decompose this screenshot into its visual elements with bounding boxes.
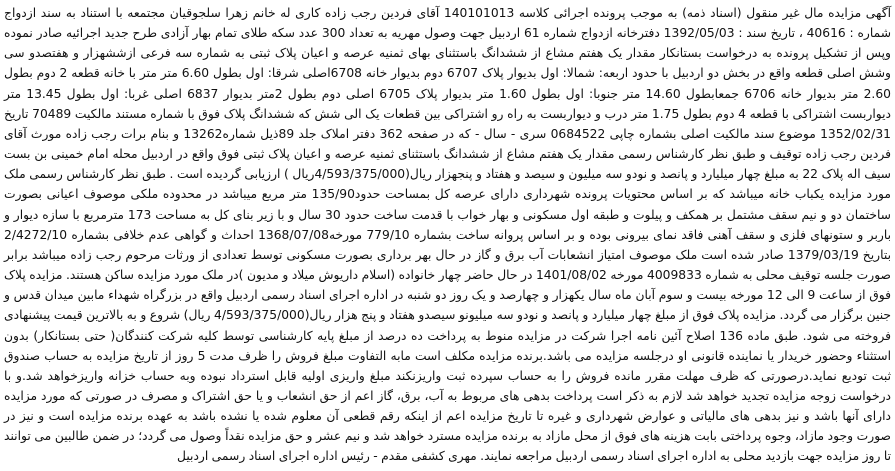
auction-notice-text: آگهی مزایده مال غیر منقول (اسناد ذمه) به موجب پرونده اجرائی کلاسه 140101013 آقای فردین رجب زاده کاری له خانم زهرا سلجوقیان مجتمعه با استناد به سند ازدواج شماره : 40616 ، تاریخ سند : 1392/05/03 دفترخانه ازدواج شماره 61 اردبیل جهت وصول مهریه به تعداد 300 عدد سکه طلای تمام بهار آزادی طرح جدید اجرائیه صادر نموده وپس از تشکیل پرونده به درخواست بستانکار مقدار یک هفتم مشاع از ششدانگ باستثنای بهای ثمنیه عرصه و اعیان پلاک ثبتی به شماره سه فرعی ازششهزار و هفتصدو سی وشش اصلی قطعه واقع در بخش دو اردبیل با حدود اربعه: شمالا: اول بدیوار پلاک 6707 دوم بدیوار خانه 6708اصلی شرقا: اول بطول 6.60 متر متر با خانه قطعه 2 دوم بطول 2.60 متر بدیوار خانه 6706 جمعابطول 14.60 متر جنوبا: اول بطول 1.60 متر بدیوار پلاک 6705 اصلی دوم بطول 2متر بدیوار 6837 اصلی غربا: اول بطول 13.45 متر دیواربست اشتراکی با قطعه 4 دوم بطول 1.75 متر درب و دیواربست به راه رو اشتراکی بین قطعات یک الی شش که ششدانگ پلاک فوق با شماره مستند مالکیت 70489 تاریخ 1352/02/31 موضوع سند مالکیت اصلی بشماره چاپی 0684522 سری - سال - که در صفحه 362 دفتر املاک جلد 89ذیل شماره13262 و بنام برات رجب زاده مورث آقای فردین رجب زاده توقیف و طبق نظر کارشناس رسمی مقدار یک هفتم مشاع از ششدانگ باستثنای ثمنیه عرصه و اعیان پلاک ثبتی فوق واقع در اردبیل محله امام خمینی بن بست سیف اله پلاک 22 به مبلغ چهار میلیارد و پانصد و نودو سه میلیون و سیصد و هفتاد و پنجهزار ریال(4/593/375/000ریال ) ارزیابی گردیده است . طبق نظر کارشناس رسمی ملک مورد مزایده یکباب خانه میباشد که بر اساس محتویات پرونده شهرداری دارای عرصه کل بمساحت حدود135/90 متر مربع میباشد در محدوده ملکی موصوف اعیانی بصورت ساختمان دو و نیم سقف مشتمل بر همکف و پیلوت و طبقه اول مسکونی و بهار خواب با قدمت ساخت حدود 30 سال و با زیر بنای کل به مساحت 173 مترمربع با سازه دیوار و باربر و ستونهای فلزی و سقف آهنی فاقد نمای بیرونی بوده و بر اساس پروانه ساخت بشماره 779/10 مورخه1368/07/08 احداث و گواهی عدم خلافی بشماره 2/4272/10 بتاریخ 1379/03/19 صادر شده است ملک موصوف امتیاز انشعابات آب برق و گاز در حال بهر برداری بصورت مسکونی توسط تعدادی از ورثات مرحوم رجب زاده میباشد برابر صورت جلسه توقیف محلی به شماره 4009833 مورخه 1401/08/02 در حال حاضر چهار خانواده (اسلام داریوش میلاد و مدیون )در ملک مورد مزایده ساکن هستند. مزایده پلاک فوق از ساعت 9 الی 12 مورخه بیست و سوم آبان ماه سال یکهزار و چهارصد و یک روز دو شنبه در اداره اجرای اسناد رسمی اردبیل واقع در بزرگراه شهداء مابین میدان قدس و جنین برگزار می گردد. مزایده پلاک فوق از مبلغ چهار میلیارد و پانصد و نودو سه میلیونو سیصدو هفتاد و پنج هزار ریال(4/593/375/000 ریال) شروع و به بالاترین قیمت پیشنهادی فروخته می شود. طبق ماده 136 اصلاح آئین نامه اجرا شرکت در مزایده منوط به پرداخت ده درصد از مبلغ پایه کارشناسی توسط کلیه شرکت کنندگان( حتی بستانکار) بدون استثناء وحضور خریدار یا نماینده قانونی او درجلسه مزایده می باشد.برنده مزایده مکلف است مابه التفاوت مبلغ فروش را ظرف مدت 5 روز از تاریخ مزایده به حساب صندوق ثبت تودیع نماید.درصورتی که ظرف مهلت مقرر مانده فروش را به حساب سپرده ثبت واریزنکند مبلغ واریزی اولیه قابل استرداد نبوده وبه حساب خزانه واریزخواهد شد.و با درخواست زوجه مزایده تجدید خواهد شد لازم به ذکر است پرداخت بدهی های مربوط به آب، برق، گاز اعم از حق انشعاب و یا حق اشتراک و مصرف در صورتی که مورد مزایده دارای آنها باشد و نیز بدهی های مالیاتی و عوارض شهرداری و غیره تا تاریخ مزایده اعم از اینکه رقم قطعی آن معلوم شده یا نشده باشد به عهده برنده مزایده است و نیز در صورت وجود مازاد، وجوه پرداختی بابت هزینه های فوق از محل مازاد به برنده مزایده مسترد خواهد شد و نیم عشر و حق مزایده نقداً وصول می گردد؛ در ضمن طالبین می توانند تا روز مزایده جهت بازدید محلی به اداره اجرای اسناد رسمی اردبیل مراجعه نمایند. مهری کشفی مقدم - رئیس اداره اجرای اسناد رسمی اردبیل (4, 6, 892, 464)
